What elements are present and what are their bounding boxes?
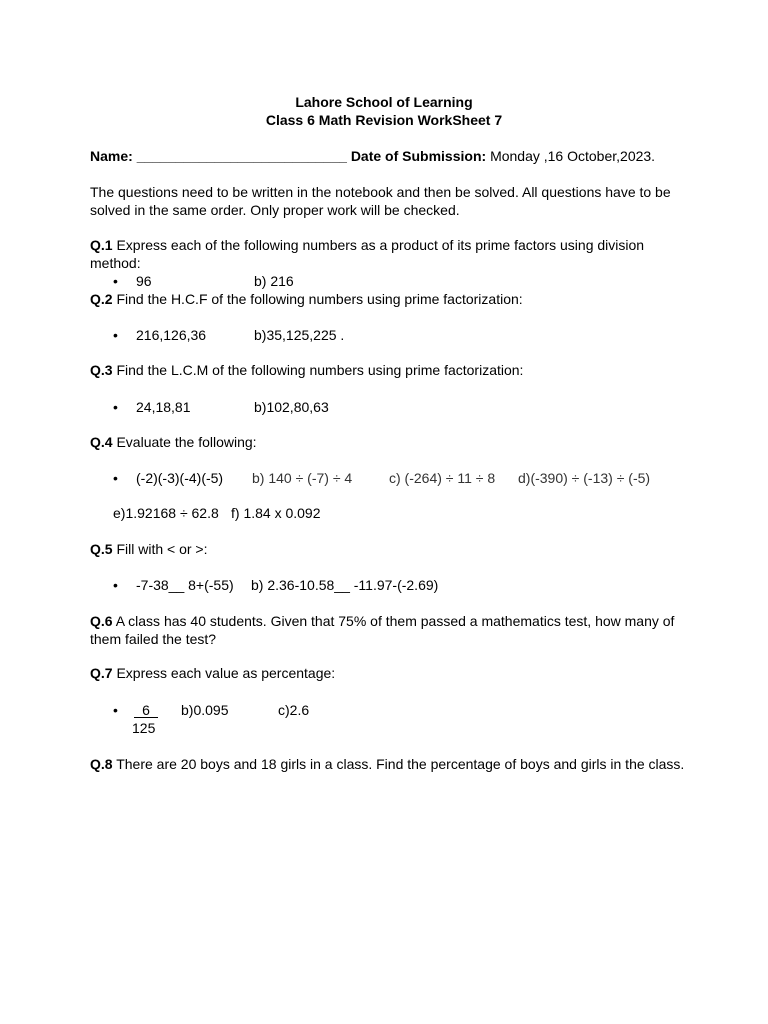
list-item: b) 140 ÷ (-7) ÷ 4 <box>252 470 353 486</box>
question-text: A class has 40 students. Given that 75% of them passed a mathematics test, how many of them failed the test? <box>90 613 675 647</box>
list-item: 96 <box>136 273 152 289</box>
bullet-icon: • <box>113 327 118 343</box>
question-3 <box>90 361 523 379</box>
school-name: Lahore School of Learning <box>295 94 473 110</box>
question-text: Find the H.C.F of the following numbers using prime factorization: <box>116 291 523 307</box>
date-label: Date of Submission: <box>350 148 487 164</box>
list-item: c) (-264) ÷ 11 ÷ 8 <box>389 470 496 486</box>
list-item: b)35,125,225 . <box>254 327 345 343</box>
question-number: Q.8 <box>90 756 113 772</box>
list-item: 24,18,81 <box>136 399 191 415</box>
list-item: d)(-390) ÷ (-13) ÷ (-5) <box>518 470 651 486</box>
list-item: b)102,80,63 <box>254 399 329 415</box>
list-item: b) 216 <box>254 273 294 289</box>
question-6 <box>90 612 680 648</box>
bullet-icon: • <box>113 273 118 289</box>
date-value: Monday ,16 October,2023. <box>490 148 656 164</box>
list-item: 216,126,36 <box>136 327 207 343</box>
list-item: (-2)(-3)(-4)(-5) <box>136 470 224 486</box>
question-text: Express each of the following numbers as a product of its prime factors using division method: <box>90 237 645 271</box>
question-text: Fill with < or >: <box>116 541 208 557</box>
question-number: Q.2 <box>90 291 113 307</box>
question-4 <box>90 433 257 451</box>
name-date-line <box>90 147 655 165</box>
bullet-icon: • <box>113 702 118 718</box>
name-label: Name: <box>90 148 133 164</box>
question-1 <box>90 236 680 272</box>
name-blank: ___________________________ <box>136 148 347 164</box>
list-item: f) 1.84 x 0.092 <box>231 505 321 521</box>
list-item: b)0.095 <box>181 702 229 718</box>
bullet-icon: • <box>113 470 118 486</box>
instructions: The questions need to be written in the notebook and then be solved. All questions have to be solved in the same order. Only proper work will be checked. <box>90 184 671 218</box>
question-2 <box>90 290 523 308</box>
question-7 <box>90 664 335 682</box>
question-text: Evaluate the following: <box>116 434 257 450</box>
fraction-denominator: 125 <box>132 720 156 736</box>
question-8 <box>90 755 684 773</box>
question-text: There are 20 boys and 18 girls in a class. Find the percentage of boys and girls in the class. <box>116 756 685 772</box>
worksheet-title: Class 6 Math Revision WorkSheet 7 <box>265 112 503 128</box>
question-text: Express each value as percentage: <box>116 665 336 681</box>
question-5 <box>90 540 208 558</box>
list-item: c)2.6 <box>278 702 310 718</box>
bullet-icon: • <box>113 399 118 415</box>
question-number: Q.4 <box>90 434 113 450</box>
question-number: Q.5 <box>90 541 113 557</box>
question-number: Q.7 <box>90 665 113 681</box>
question-number: Q.1 <box>90 237 113 253</box>
list-item: b) 2.36-10.58__ -11.97-(-2.69) <box>251 577 439 593</box>
question-text: Find the L.C.M of the following numbers using prime factorization: <box>116 362 524 378</box>
question-number: Q.3 <box>90 362 113 378</box>
question-number: Q.6 <box>90 613 113 629</box>
list-item: -7-38__ 8+(-55) <box>136 577 234 593</box>
fraction-numerator: 6 <box>134 701 158 718</box>
bullet-icon: • <box>113 577 118 593</box>
list-item: e)1.92168 ÷ 62.8 <box>113 505 219 521</box>
